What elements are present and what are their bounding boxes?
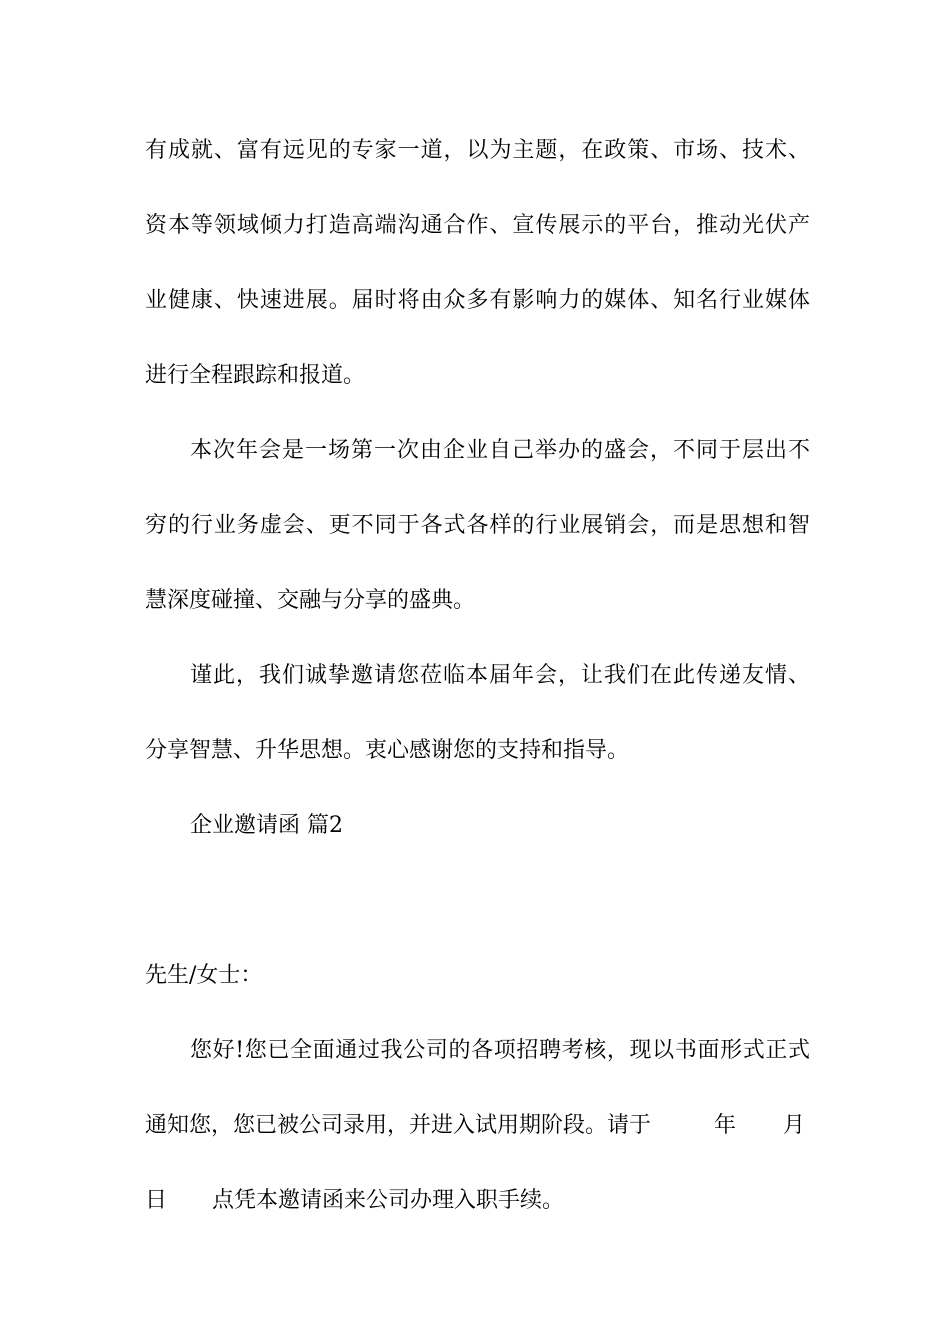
paragraph-3-line-1: 谨此，我们诚挚邀请您莅临本届年会，让我们在此传递友情、 (190, 663, 810, 688)
paragraph-2-line-1: 本次年会是一场第一次由企业自己举办的盛会，不同于层出不 (190, 438, 810, 463)
paragraph-3-line-2: 分享智慧、升华思想。衷心感谢您的支持和指导。 (145, 738, 630, 763)
paragraph-4-month-label: 月 (783, 1113, 806, 1138)
paragraph-1-line-1: 有成就、富有远见的专家一道，以为主题，在政策、市场、技术、 (145, 138, 810, 163)
paragraph-1-line-4: 进行全程跟踪和报道。 (145, 363, 366, 388)
salutation: 先生/女士： (145, 963, 263, 988)
paragraph-1-line-2: 资本等领域倾力打造高端沟通合作、宣传展示的平台，推动光伏产 (145, 213, 810, 238)
paragraph-2-line-3: 慧深度碰撞、交融与分享的盛典。 (145, 588, 476, 613)
paragraph-4-line-2 (145, 1111, 810, 1141)
paragraph-1-line-3: 业健康、快速进展。届时将由众多有影响力的媒体、知名行业媒体 (145, 288, 810, 313)
section-heading: 企业邀请函 篇2 (190, 813, 343, 838)
paragraph-2-line-2: 穷的行业务虚会、更不同于各式各样的行业展销会，而是思想和智 (145, 513, 810, 538)
paragraph-4-line-1: 您好!您已全面通过我公司的各项招聘考核，现以书面形式正式 (190, 1038, 810, 1063)
paragraph-4-line-3 (145, 1186, 810, 1216)
paragraph-4-day-label: 日 (145, 1188, 168, 1213)
paragraph-4-line-2-text: 通知您，您已被公司录用，并进入试用期阶段。请于 (145, 1113, 652, 1138)
paragraph-4-year-label: 年 (714, 1113, 737, 1138)
paragraph-4-line-3-text: 点凭本邀请函来公司办理入职手续。 (212, 1188, 565, 1213)
